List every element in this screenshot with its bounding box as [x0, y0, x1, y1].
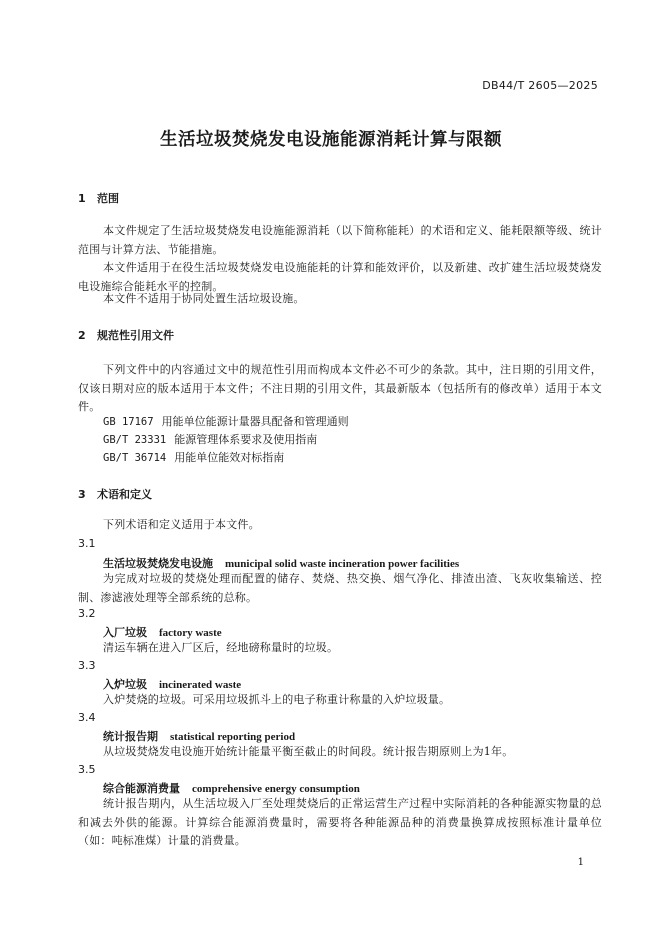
section-number: 1 [78, 192, 86, 205]
term-en: factory waste [159, 627, 222, 639]
term-cn: 综合能源消费量 [103, 782, 180, 795]
reference-item [103, 413, 349, 431]
page-title: 生活垃圾焚烧发电设施能源消耗计算与限额 [160, 130, 502, 150]
term-definition: 入炉焚烧的垃圾。可采用垃圾抓斗上的电子称重计称量的入炉垃圾量。 [103, 693, 451, 706]
term-definition: 统计报告期内，从生活垃圾入厂至处理焚烧后的正常运营生产过程中实际消耗的各种能源实物量的总和减去外供的能源。计算综合能源消费量时，需要将各种能源品种的消费量换算成按照标准计量单位（如：吨标准煤）计量的消费量。 [78, 797, 602, 847]
page-number: 1 [577, 857, 584, 868]
reference-name: 能源管理体系要求及使用指南 [174, 433, 318, 446]
section-title: 范围 [97, 192, 119, 205]
reference-name: 用能单位能源计量器具配备和管理通则 [161, 415, 349, 428]
section-title: 规范性引用文件 [97, 329, 174, 342]
term-cn: 统计报告期 [103, 730, 158, 743]
term-number: 3.4 [78, 711, 96, 724]
term-definition: 为完成对垃圾的焚烧处理而配置的储存、焚烧、热交换、烟气净化、排渣出渣、飞灰收集输送、控制、渗滤液处理等全部系统的总称。 [78, 572, 602, 604]
term-heading [103, 555, 459, 571]
term-cn: 入厂垃圾 [103, 626, 147, 639]
term-number: 3.2 [78, 607, 96, 620]
reference-code: GB/T 23331 [103, 434, 167, 446]
document-code: DB44/T 2605—2025 [482, 79, 598, 92]
section-1-heading [78, 190, 119, 206]
section-title: 术语和定义 [97, 488, 152, 501]
paragraph: 本文件适用于在役生活垃圾焚烧发电设施能耗的计算和能效评价，以及新建、改扩建生活垃圾焚烧发电设施综合能耗水平的控制。 [78, 261, 602, 293]
paragraph: 本文件不适用于协同处置生活垃圾设施。 [103, 292, 305, 305]
reference-name: 用能单位能效对标指南 [174, 451, 285, 464]
term-en: incinerated waste [159, 679, 242, 691]
term-definition: 从垃圾焚烧发电设施开始统计能量平衡至截止的时间段。统计报告期原则上为1年。 [103, 745, 514, 758]
term-heading [103, 780, 360, 796]
section-3-heading [78, 486, 152, 502]
section-number: 2 [78, 329, 86, 342]
term-number: 3.5 [78, 763, 96, 776]
term-en: statistical reporting period [170, 731, 296, 743]
paragraph: 下列术语和定义适用于本文件。 [103, 518, 260, 531]
reference-item [103, 431, 317, 449]
term-number: 3.1 [78, 537, 96, 550]
term-heading [103, 676, 241, 692]
term-en: municipal solid waste incineration power facilities [225, 558, 460, 570]
reference-item [103, 449, 284, 467]
reference-code: GB 17167 [103, 416, 154, 428]
term-en: comprehensive energy consumption [192, 783, 360, 795]
term-definition: 清运车辆在进入厂区后，经地磅称量时的垃圾。 [103, 641, 339, 654]
reference-code: GB/T 36714 [103, 452, 167, 464]
term-cn: 入炉垃圾 [103, 678, 147, 691]
paragraph: 本文件规定了生活垃圾焚烧发电设施能源消耗（以下简称能耗）的术语和定义、能耗限额等级、统计范围与计算方法、节能措施。 [78, 224, 602, 256]
paragraph: 下列文件中的内容通过文中的规范性引用而构成本文件必不可少的条款。其中，注日期的引用文件，仅该日期对应的版本适用于本文件；不注日期的引用文件，其最新版本（包括所有的修改单）适用于本文件。 [78, 363, 602, 413]
term-number: 3.3 [78, 659, 96, 672]
term-heading [103, 624, 222, 640]
section-2-heading [78, 327, 174, 343]
term-heading [103, 728, 295, 744]
term-cn: 生活垃圾焚烧发电设施 [103, 557, 213, 570]
section-number: 3 [78, 488, 86, 501]
